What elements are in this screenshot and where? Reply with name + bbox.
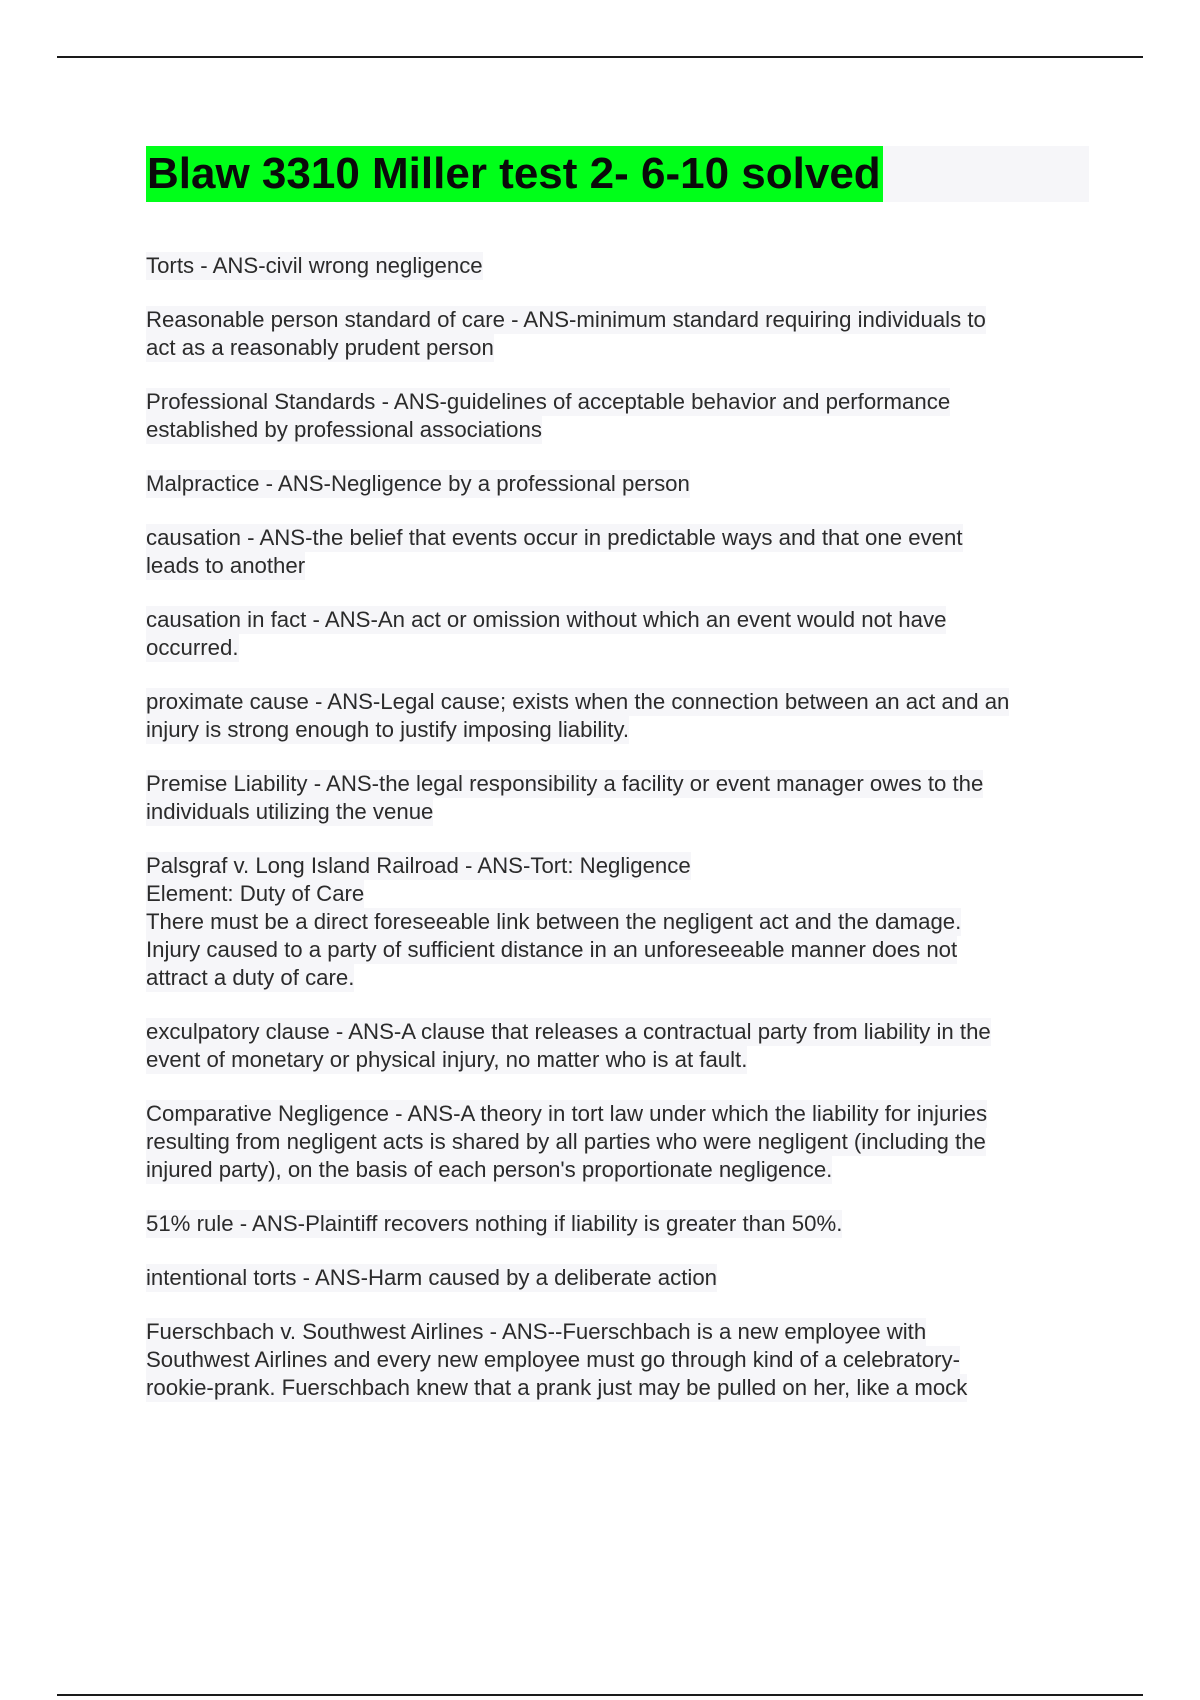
term-entry: [146, 770, 1091, 826]
entry-text: leads to another: [146, 553, 306, 578]
entry-text: Palsgraf v. Long Island Railroad - ANS-Tort: Negligence: [146, 853, 691, 878]
entry-text: proximate cause - ANS-Legal cause; exists when the connection between an act and an: [146, 689, 1010, 714]
term-entry: [146, 252, 1091, 280]
entry-text: Southwest Airlines and every new employee must go through kind of a celebratory-: [146, 1347, 960, 1372]
term-entry: [146, 388, 1091, 444]
entry-text: There must be a direct foreseeable link between the negligent act and the damage.: [146, 909, 962, 934]
term-entry: [146, 1018, 1091, 1074]
header-rule: [57, 56, 1143, 58]
term-entry: [146, 470, 1091, 498]
term-entry: [146, 524, 1091, 580]
term-entry: [146, 1264, 1091, 1292]
entry-text: event of monetary or physical injury, no matter who is at fault.: [146, 1047, 748, 1072]
term-entry: [146, 1318, 1091, 1402]
title-band: [146, 146, 1089, 202]
footer-rule: [57, 1694, 1143, 1696]
entry-text: Reasonable person standard of care - ANS-minimum standard requiring individuals to: [146, 307, 986, 332]
entry-text: injured party), on the basis of each person's proportionate negligence.: [146, 1157, 833, 1182]
entry-text: causation - ANS-the belief that events occur in predictable ways and that one event: [146, 525, 963, 550]
entry-text: Malpractice - ANS-Negligence by a professional person: [146, 471, 690, 496]
entry-text: individuals utilizing the venue: [146, 799, 434, 824]
entry-text: attract a duty of care.: [146, 965, 355, 990]
entry-text: exculpatory clause - ANS-A clause that releases a contractual party from liability in the: [146, 1019, 991, 1044]
entry-text: causation in fact - ANS-An act or omission without which an event would not have: [146, 607, 947, 632]
term-entry: [146, 688, 1091, 744]
document-title: Blaw 3310 Miller test 2- 6-10 solved: [146, 146, 883, 202]
entry-text: Premise Liability - ANS-the legal responsibility a facility or event manager owes to the: [146, 771, 984, 796]
term-entry: [146, 606, 1091, 662]
entry-text: 51% rule - ANS-Plaintiff recovers nothing if liability is greater than 50%.: [146, 1211, 843, 1236]
term-entry: [146, 1210, 1091, 1238]
term-entry: [146, 852, 1091, 992]
entry-text: injury is strong enough to justify imposing liability.: [146, 717, 630, 742]
entry-text: act as a reasonably prudent person: [146, 335, 494, 360]
entry-text: Professional Standards - ANS-guidelines of acceptable behavior and performance: [146, 389, 951, 414]
term-entry: [146, 306, 1091, 362]
entry-text: Torts - ANS-civil wrong negligence: [146, 253, 483, 278]
entry-text: established by professional associations: [146, 417, 542, 442]
entry-text: Element: Duty of Care: [146, 881, 365, 906]
entry-text: resulting from negligent acts is shared by all parties who were negligent (including the: [146, 1129, 986, 1154]
entry-text: Injury caused to a party of sufficient distance in an unforeseeable manner does not: [146, 937, 958, 962]
entry-text: Comparative Negligence - ANS-A theory in tort law under which the liability for injuries: [146, 1101, 988, 1126]
term-entry: [146, 1100, 1091, 1184]
entry-text: occurred.: [146, 635, 239, 660]
entry-text: intentional torts - ANS-Harm caused by a deliberate action: [146, 1265, 718, 1290]
entry-text: rookie-prank. Fuerschbach knew that a prank just may be pulled on her, like a mock: [146, 1375, 968, 1400]
document-body: [146, 146, 1091, 1428]
entry-text: Fuerschbach v. Southwest Airlines - ANS--Fuerschbach is a new employee with: [146, 1319, 927, 1344]
